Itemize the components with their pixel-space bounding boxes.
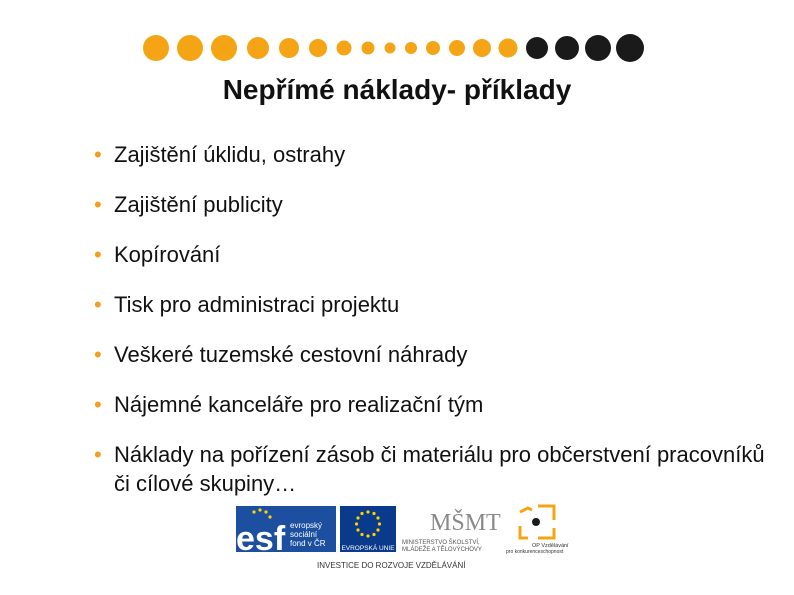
bullet-icon: • bbox=[94, 392, 102, 417]
orange-dot bbox=[211, 35, 237, 61]
bullet-icon: • bbox=[94, 242, 102, 267]
svg-text:MŠMT: MŠMT bbox=[430, 510, 501, 536]
dark-dot bbox=[616, 34, 644, 62]
dark-dot bbox=[526, 37, 548, 59]
esf-logo bbox=[236, 506, 336, 558]
orange-dot bbox=[426, 41, 440, 55]
svg-text:pro konkurenceschopnost: pro konkurenceschopnost bbox=[506, 549, 564, 555]
orange-dot bbox=[473, 39, 491, 57]
list-item: • Náklady na pořízení zásob či materiálu pro občerstvení pracovníků či cílové skupiny… bbox=[94, 442, 765, 496]
bullet-icon: • bbox=[94, 342, 102, 367]
svg-text:EVROPSKÁ UNIE: EVROPSKÁ UNIE bbox=[341, 545, 395, 552]
op-logo bbox=[506, 506, 569, 555]
dark-dot bbox=[585, 35, 611, 61]
svg-text:OP Vzdělávání: OP Vzdělávání bbox=[532, 543, 569, 549]
list-item: • Veškeré tuzemské cestovní náhrady bbox=[94, 342, 468, 367]
orange-dot bbox=[279, 38, 299, 58]
eu-flag-logo bbox=[340, 506, 396, 552]
list-item: • Nájemné kanceláře pro realizační tým bbox=[94, 392, 484, 417]
svg-text:sociální: sociální bbox=[290, 530, 318, 539]
list-item: • Kopírování bbox=[94, 242, 221, 267]
orange-dot bbox=[337, 41, 352, 56]
footer-caption: INVESTICE DO ROZVOJE VZDĚLÁVÁNÍ bbox=[317, 561, 466, 570]
bullet-icon: • bbox=[94, 292, 102, 317]
orange-dot bbox=[385, 43, 396, 54]
list-item: • Tisk pro administraci projektu bbox=[94, 292, 400, 317]
svg-text:MINISTERSTVO ŠKOLSTVÍ,: MINISTERSTVO ŠKOLSTVÍ, bbox=[402, 540, 480, 546]
msmt-logo bbox=[402, 509, 501, 553]
svg-text:fond v ČR: fond v ČR bbox=[290, 539, 326, 548]
svg-text:evropský: evropský bbox=[290, 521, 323, 530]
orange-dot bbox=[309, 39, 327, 57]
svg-text:esf: esf bbox=[236, 520, 286, 558]
orange-dot bbox=[143, 35, 169, 61]
bullet-icon: • bbox=[94, 192, 102, 217]
list-item: • Zajištění publicity bbox=[94, 192, 283, 217]
dark-dot bbox=[555, 36, 579, 60]
list-item: • Zajištění úklidu, ostrahy bbox=[94, 142, 346, 167]
bullet-icon: • bbox=[94, 442, 102, 467]
orange-dot bbox=[449, 40, 465, 56]
orange-dot bbox=[499, 39, 518, 58]
orange-dot bbox=[405, 42, 417, 54]
slide-title: Nepřímé náklady- příklady bbox=[222, 74, 572, 105]
decorative-dots-row bbox=[0, 0, 794, 80]
bullet-icon: • bbox=[94, 142, 102, 167]
orange-dot bbox=[362, 42, 375, 55]
orange-dot bbox=[247, 37, 269, 59]
orange-dot bbox=[177, 35, 203, 61]
bullet-list bbox=[90, 140, 770, 519]
svg-text:MLÁDEŽE A TĚLOVÝCHOVY: MLÁDEŽE A TĚLOVÝCHOVY bbox=[402, 547, 482, 553]
logo-strip bbox=[232, 498, 582, 578]
